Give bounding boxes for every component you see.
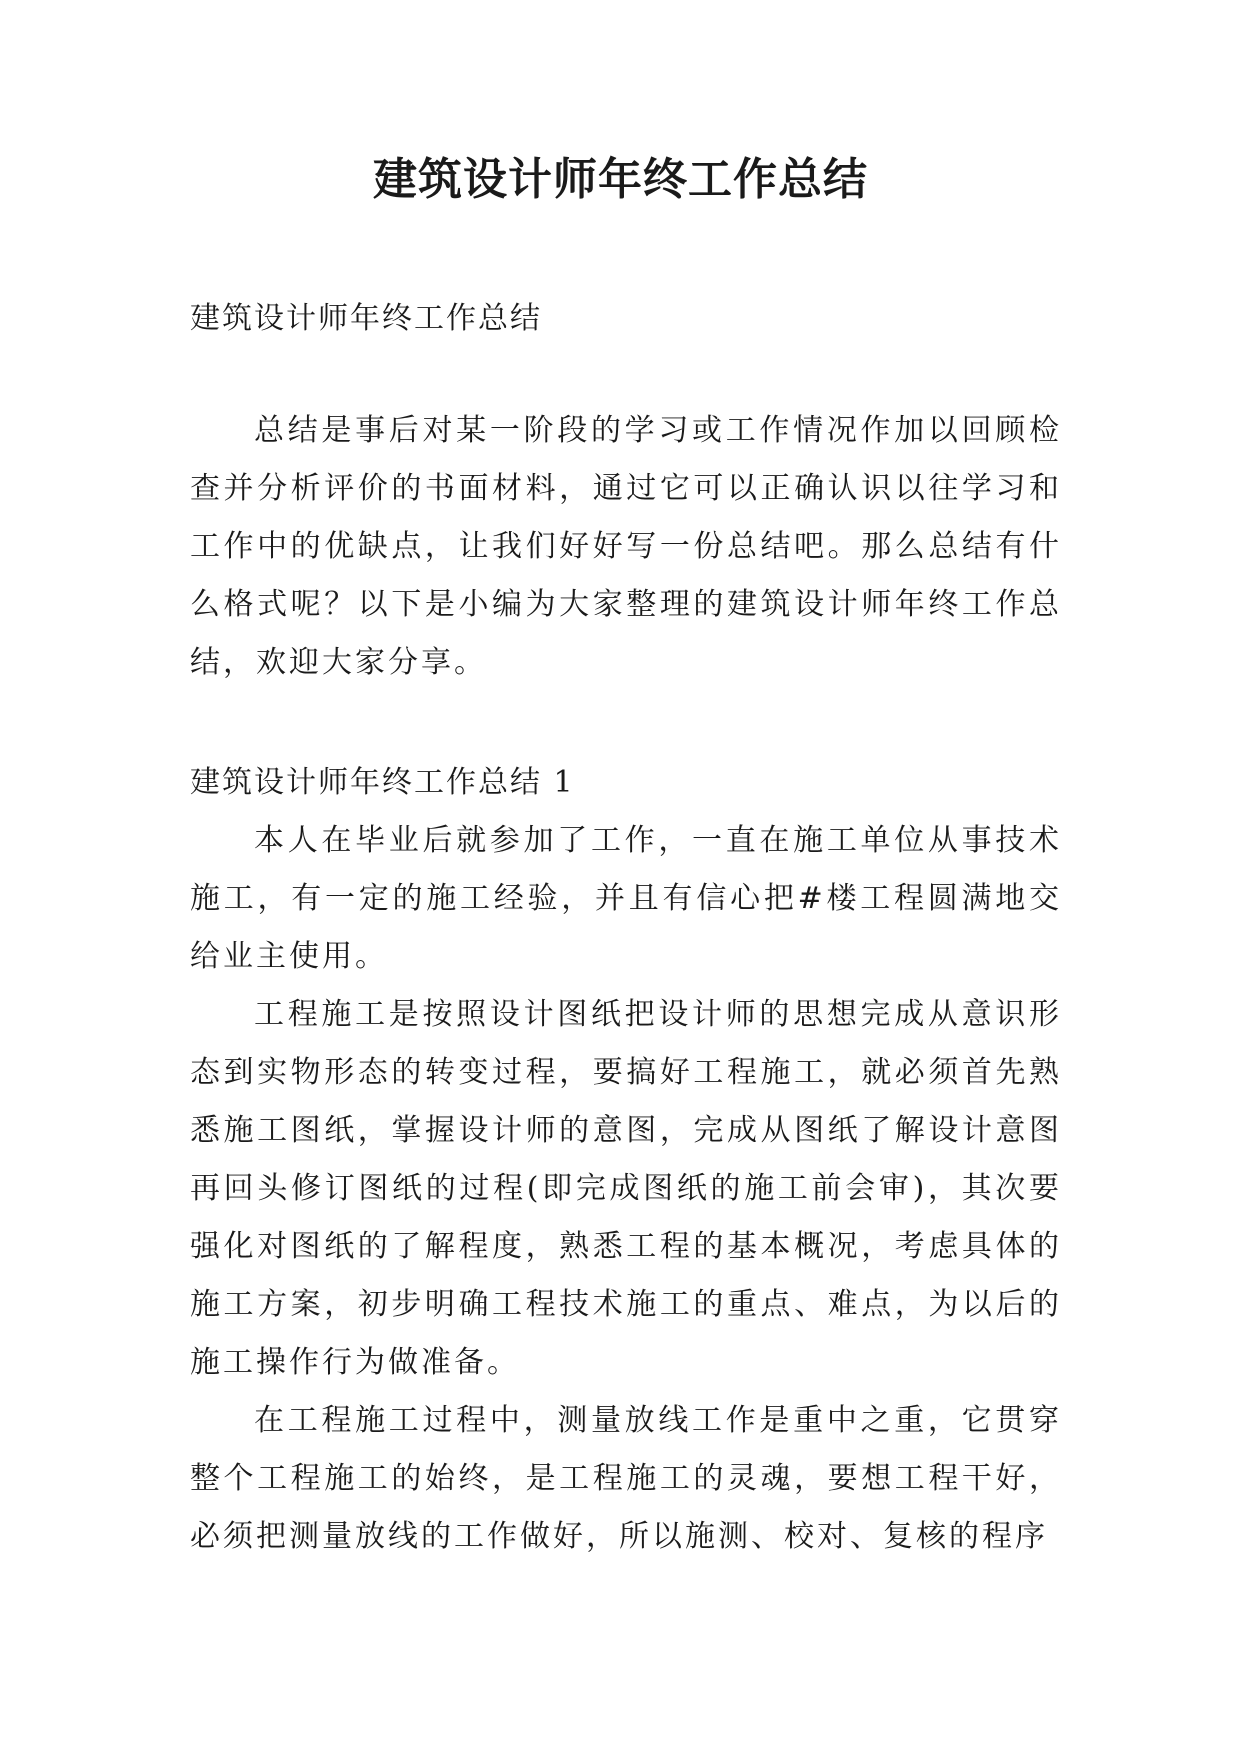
body-paragraph: 本人在毕业后就参加了工作，一直在施工单位从事技术施工，有一定的施工经验，并且有信心把#楼工程圆满地交给业主使用。 [190, 823, 1062, 974]
body-paragraph: 工程施工是按照设计图纸把设计师的思想完成从意识形态到实物形态的转变过程，要搞好工程施工，就必须首先熟悉施工图纸，掌握设计师的意图，完成从图纸了解设计意图再回头修订图纸的过程(即完成图纸的施工前会审)，其次要强化对图纸的了解程度，熟悉工程的基本概况，考虑具体的施工方案，初步明确工程技术施工的重点、难点，为以后的施工操作行为做准备。 [190, 997, 1062, 1380]
intro-paragraph: 总结是事后对某一阶段的学习或工作情况作加以回顾检查并分析评价的书面材料，通过它可以正确认识以往学习和工作中的优缺点，让我们好好写一份总结吧。那么总结有什么格式呢？以下是小编为大家整理的建筑设计师年终工作总结，欢迎大家分享。 [190, 413, 1062, 680]
document-subtitle: 建筑设计师年终工作总结 [190, 301, 542, 336]
body-paragraph: 在工程施工过程中，测量放线工作是重中之重，它贯穿整个工程施工的始终，是工程施工的灵魂，要想工程干好，必须把测量放线的工作做好，所以施测、校对、复核的程序 [190, 1403, 1062, 1554]
section-body [190, 812, 1062, 1566]
section-heading: 建筑设计师年终工作总结 1 [190, 765, 575, 800]
page-title: 建筑设计师年终工作总结 [373, 154, 868, 205]
